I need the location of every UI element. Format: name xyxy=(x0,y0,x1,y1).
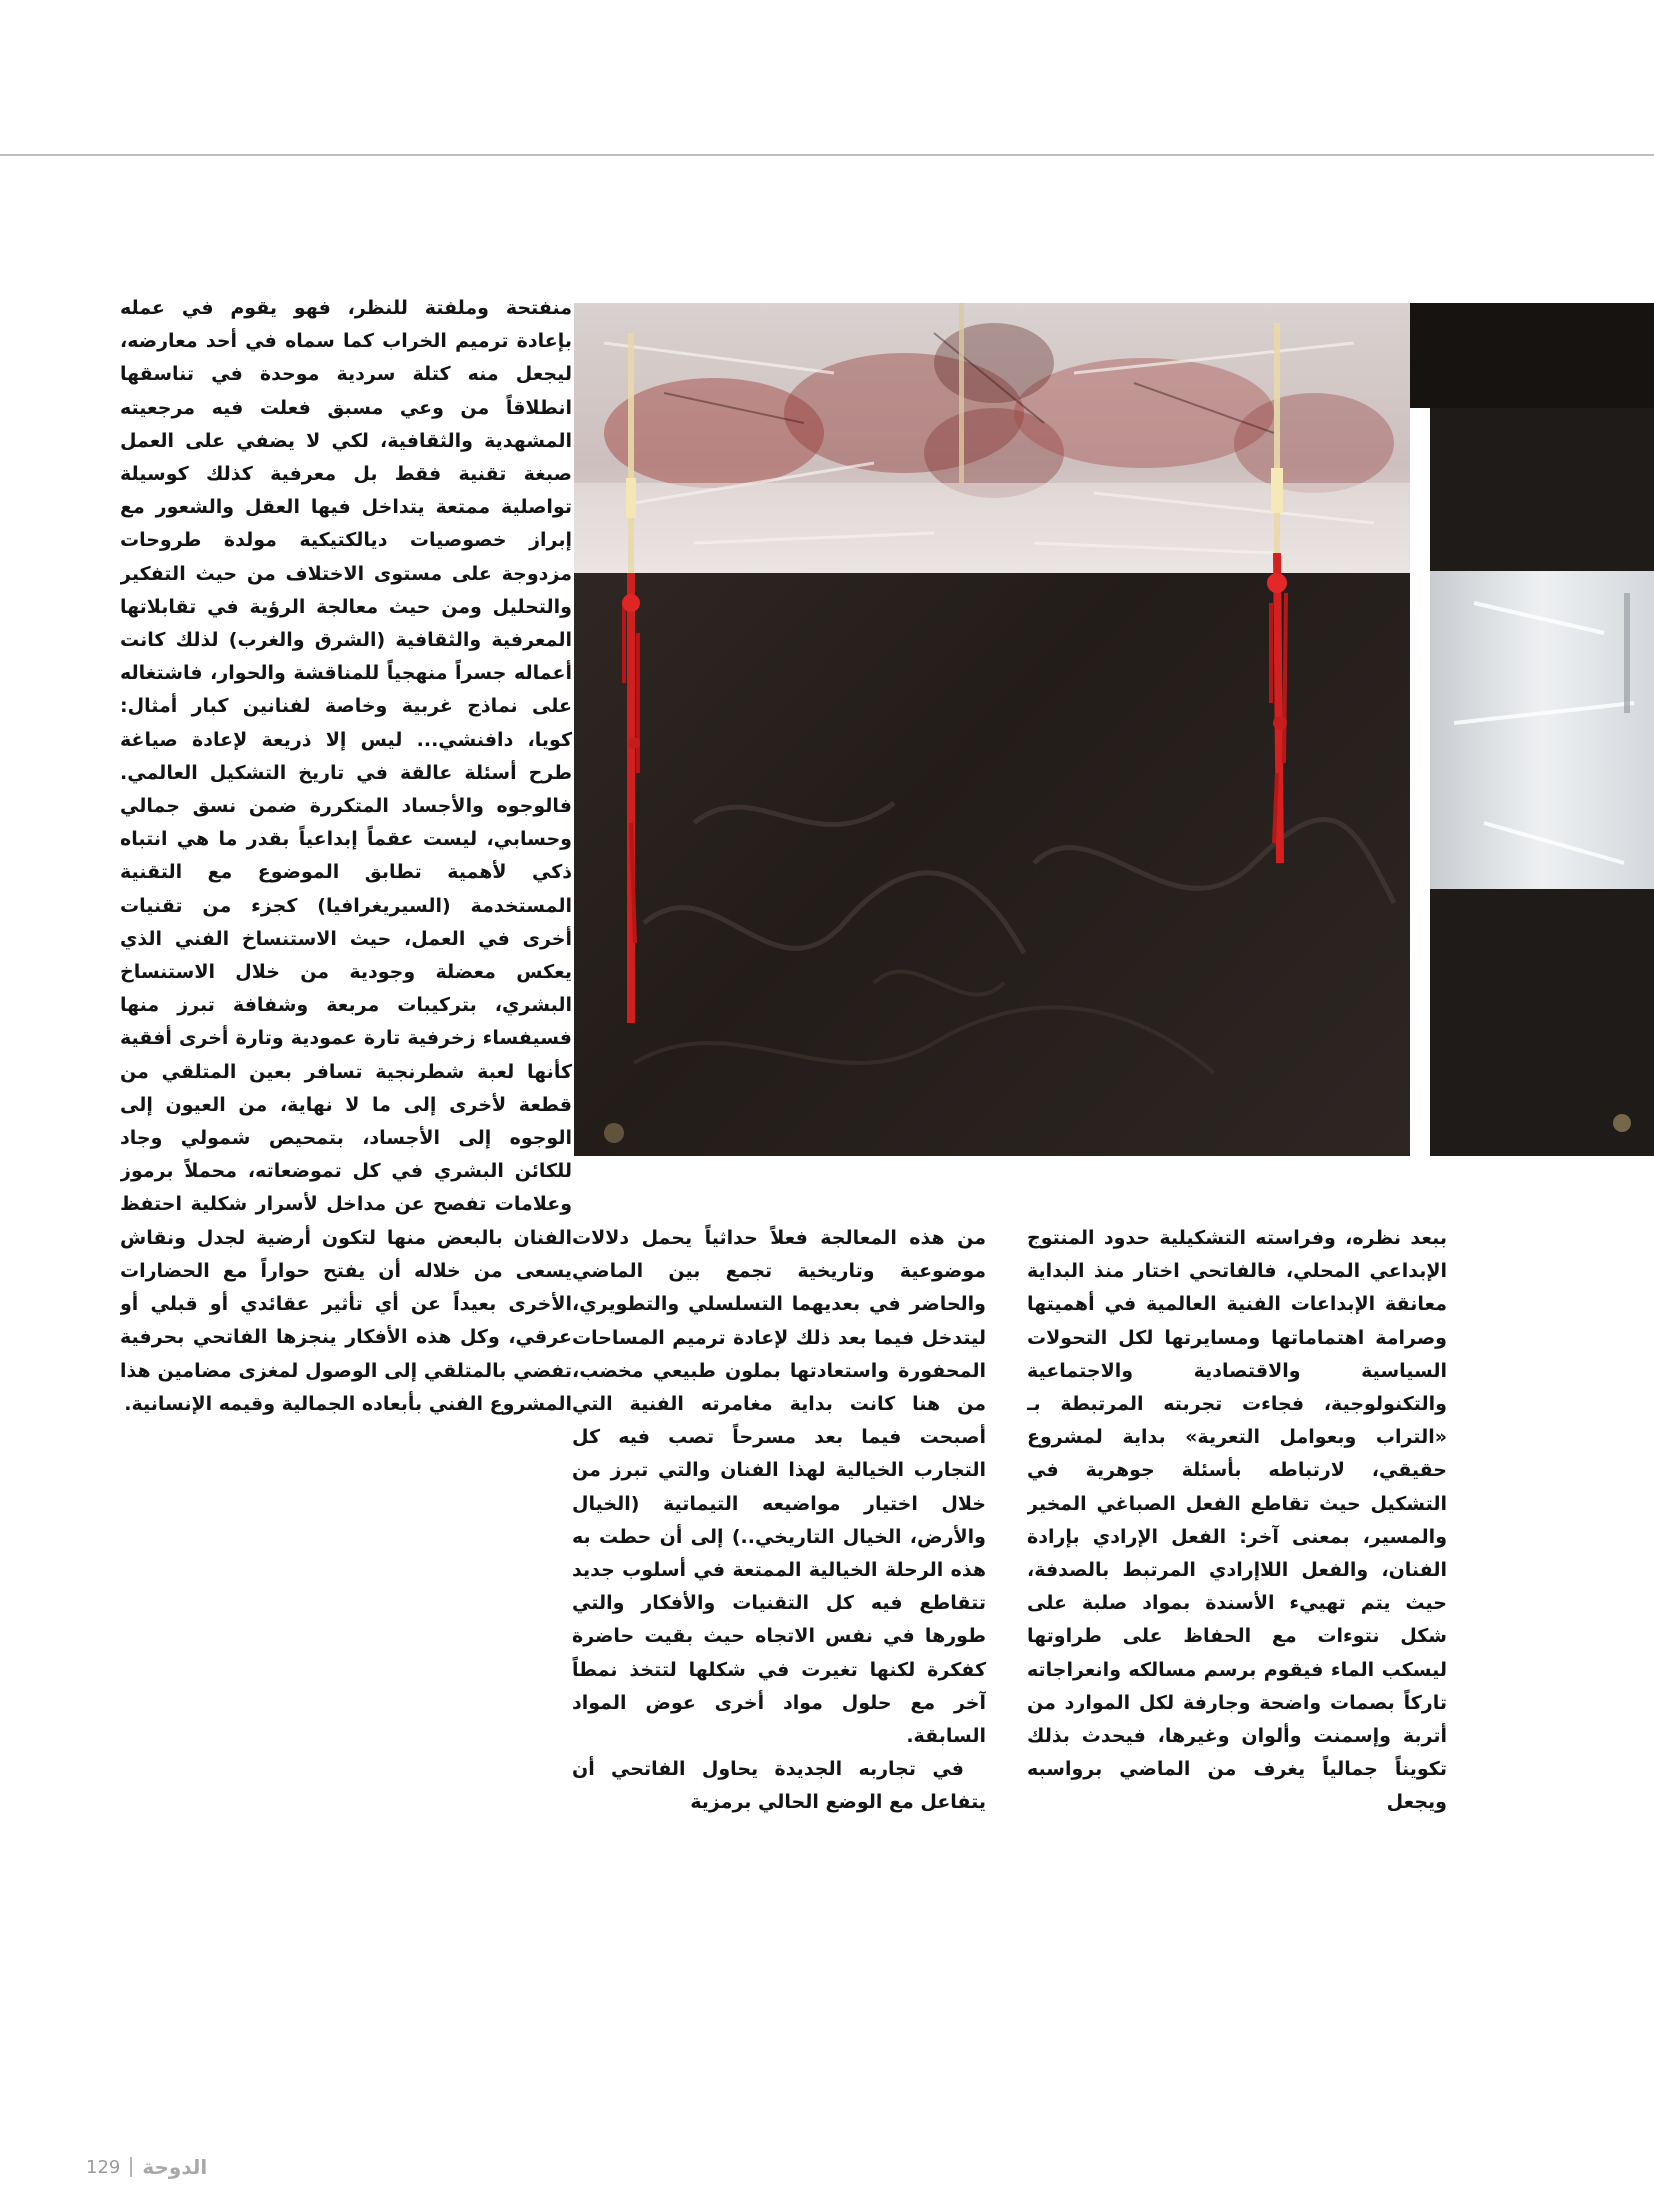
article-column-left xyxy=(120,292,572,2072)
page-footer xyxy=(86,2152,207,2182)
article-column-middle xyxy=(572,1222,986,2072)
article-paragraph: في تجاربه الجديدة يحاول الفاتحي أن يتفاعل مع الوضع الحالي برمزية xyxy=(572,1758,986,1814)
magazine-name: الدوحة xyxy=(142,2155,208,2179)
artwork-image xyxy=(574,303,1654,1156)
article-paragraph: من هذه المعالجة فعلاً حداثياً يحمل دلالات موضوعية وتاريخية تجمع بين الماضي والحاضر في بعديهما التسلسلي والتطويري، ليتدخل فيما بعد ذلك لإعادة ترميم المساحات المحفورة واستعادتها بملون طبيعي مخضب، من هنا كانت بداية مغامرته الفنية التي أصبحت فيما بعد مسرحاً تصب فيه كل التجارب الخيالية لهذا الفنان والتي تبرز من خلال اختيار مواضيعه التيماتية (الخيال والأرض، الخيال التاريخي..) إلى أن حطت به هذه الرحلة الخيالية الممتعة في أسلوب جديد تتقاطع فيه كل التقنيات والأفكار والتي طورها في نفس الاتجاه حيث بقيت حاضرة كفكرة لكنها تغيرت في شكلها لتتخذ نمطاً آخر مع حلول مواد أخرى عوض المواد السابقة. xyxy=(572,1227,986,1748)
page-number: 129 xyxy=(86,2156,121,2178)
article-column-right xyxy=(1027,1222,1447,2072)
footer-divider xyxy=(130,2157,132,2177)
article-paragraph: منفتحة وملفتة للنظر، فهو يقوم في عمله بإعادة ترميم الخراب كما سماه في أحد معارضه، ليجعل منه كتلة سردية موحدة في تناسقها انطلاقاً من وعي مسبق فعلت فيه مرجعيته المشهدية والثقافية، لكي لا يضفي على العمل صبغة تقنية فقط بل معرفية كذلك كوسيلة تواصلية ممتعة يتداخل فيها العقل والشعور مع إبراز خصوصيات ديالكتيكية مولدة طروحات مزدوجة على مستوى الاختلاف من حيث التفكير والتحليل ومن حيث معالجة الرؤية في تقابلاتها المعرفية والثقافية (الشرق والغرب) لذلك كانت أعماله جسراً منهجياً للمناقشة والحوار، فاشتغاله على نماذج غربية وخاصة لفنانين كبار أمثال: كويا، دافنشي... ليس إلا ذريعة لإعادة صياغة طرح أسئلة عالقة في تاريخ التشكيل العالمي. فالوجوه والأجساد المتكررة ضمن نسق جمالي وحسابي، ليست عقماً إبداعياً بقدر ما هي انتباه ذكي لأهمية تطابق الموضوع مع التقنية المستخدمة (السيريغرافيا) كجزء من تقنيات أخرى في العمل، حيث الاستنساخ الفني الذي يعكس معضلة وجودية من خلال الاستنساخ البشري، بتركيبات مربعة وشفافة تبرز منها فسيفساء زخرفية تارة عمودية وتارة أخرى أفقية كأنها لعبة شطرنجية تسافر بعين المتلقي من قطعة لأخرى إلى ما لا نهاية، من العيون إلى الوجوه إلى الأجساد، بتمحيص شمولي وجاد للكائن البشري في كل تموضعاته، محملاً برموز وعلامات تفصح عن مداخل لأسرار شكلية احتفظ الفنان بالبعض منها لتكون أرضية لجدل ونقاش يسعى من خلاله أن يفتح حواراً مع الحضارات الأخرى بعيداً عن أي تأثير عقائدي أو قبلي أو عرقي، وكل هذه الأفكار ينجزها الفاتحي بحرفية تفضي بالمتلقي إلى الوصول لمغزى مضامين هذا المشروع الفني بأبعاده الجمالية وقيمه الإنسانية. xyxy=(120,297,572,1415)
article-paragraph: ببعد نظره، وفراسته التشكيلية حدود المنتوج الإبداعي المحلي، فالفاتحي اختار منذ البداية معانقة الإبداعات الفنية العالمية في أهميتها وصرامة اهتماماتها ومسايرتها لكل التحولات السياسية والاقتصادية والاجتماعية والتكنولوجية، فجاءت تجربته المرتبطة بـ «التراب وبعوامل التعرية» بداية لمشروع حقيقي، لارتباطه بأسئلة جوهرية في التشكيل حيث تقاطع الفعل الصباغي المخير والمسير، بمعنى آخر: الفعل الإرادي بإرادة الفنان، والفعل اللاإرادي المرتبط بالصدفة، حيث يتم تهييء الأسندة بمواد صلبة على شكل نتوءات مع الحفاظ على طراوتها ليسكب الماء فيقوم برسم مسالكه وانعراجاته تاركاً بصمات واضحة وجارفة لكل الموارد من أتربة وإسمنت وألوان وغيرها، فيحدث بذلك تكويناً جمالياً يغرف من الماضي برواسبه ويجعل xyxy=(1027,1227,1447,1814)
header-rule xyxy=(0,154,1654,156)
